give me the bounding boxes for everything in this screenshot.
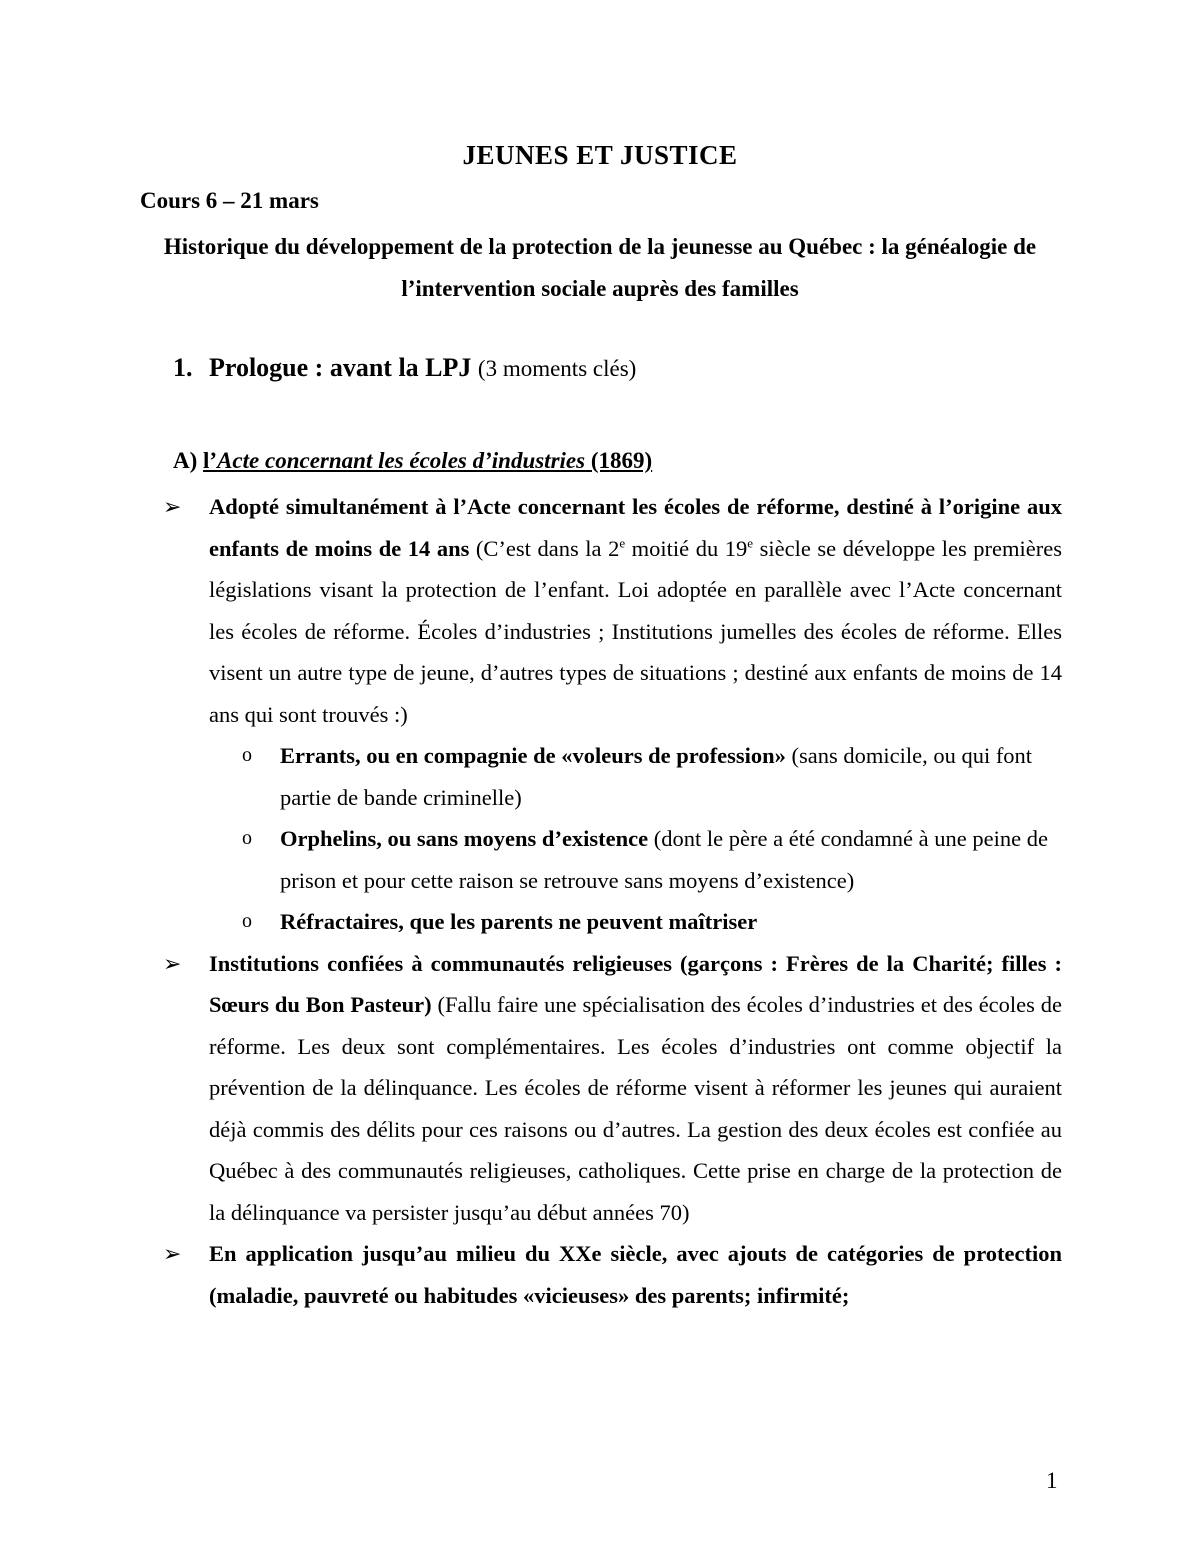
section-number: 1.	[173, 353, 193, 382]
section-note: (3 moments clés)	[477, 356, 637, 381]
sub-item-lead: Réfractaires, que les parents ne peuvent maîtriser	[280, 909, 758, 934]
sub-list-item	[160, 901, 1062, 943]
course-line: Cours 6 – 21 mars	[140, 188, 319, 213]
subsection-year: (1869)	[590, 448, 653, 473]
circle-bullet-icon: o	[242, 827, 252, 849]
bullet-lead: En application jusqu’au milieu du XXe siècle, avec ajouts de catégories de protection (maladie, pauvreté ou habitudes «vicieuses» des parents; infirmité;	[209, 1241, 1062, 1308]
arrow-bullet-icon: ➢	[163, 494, 182, 519]
arrow-bullet-icon: ➢	[163, 1241, 182, 1266]
document-subtitle: Historique du développement de la protection de la jeunesse au Québec : la généalogie de l’intervention sociale auprès des familles	[163, 234, 1037, 301]
subsection-letter: A)	[173, 448, 198, 473]
arrow-bullet-icon: ➢	[163, 950, 182, 976]
circle-bullet-icon: o	[242, 910, 252, 932]
sub-list	[160, 735, 1062, 943]
sub-item-lead: Orphelins, ou sans moyens d’existence	[280, 826, 649, 851]
section-heading	[173, 353, 636, 383]
sub-list-item	[160, 818, 1062, 901]
bullet-item	[160, 1233, 1062, 1316]
bullet-lead: Adopté simultanément à l’Acte concernant les écoles de réforme, destiné à l’origine aux enfants de moins de 14 ans	[209, 494, 1062, 561]
subsection-heading	[173, 448, 652, 474]
document-title: JEUNES ET JUSTICE	[462, 140, 738, 170]
sub-item-lead: Errants, ou en compagnie de «voleurs de profession»	[280, 743, 786, 768]
section-title: Prologue : avant la LPJ	[209, 353, 472, 382]
bullet-lead: Institutions confiées à communautés religieuses (garçons : Frères de la Charité; filles : Sœurs du Bon Pasteur)	[209, 950, 1062, 1017]
bullet-item	[160, 486, 1062, 735]
subsection-title-italic: Acte concernant les écoles d’industries	[217, 448, 586, 473]
subsection-title: l’Acte concernant les écoles d’industries (1869)	[203, 448, 653, 473]
bullet-text: (C’est dans la 2e moitié du 19e siècle se développe les premières législations visant la protection de l’enfant. Loi adoptée en parallèle avec l’Acte concernant les écoles de réforme. Écoles d’industries ; Institutions jumelles des écoles de réforme. Elles visent un autre type de jeune, d’autres types de situations ; destiné aux enfants de moins de 14 ans qui sont trouvés :)	[209, 535, 1063, 727]
sub-list-item	[160, 735, 1062, 818]
page-number: 1	[1046, 1468, 1058, 1493]
bullet-text: (Fallu faire une spécialisation des écoles d’industries et des écoles de réforme. Les deux sont complémentaires. Les écoles d’industries ont comme objectif la prévention de la délinquance. Les écoles de réforme visent à réformer les jeunes qui auraient déjà commis des délits pour ces raisons ou d’autres. La gestion des deux écoles est confiée au Québec à des communautés religieuses, catholiques. Cette prise en charge de la protection de la délinquance va persister jusqu’au début années 70)	[209, 992, 1062, 1225]
sub-item-text: (sans domicile, ou qui font partie de bande criminelle)	[280, 743, 1033, 810]
sub-item-text: (dont le père a été condamné à une peine de prison et pour cette raison se retrouve sans moyens d’existence)	[280, 826, 1048, 893]
bullet-list	[160, 486, 1062, 1316]
circle-bullet-icon: o	[242, 744, 252, 766]
bullet-item	[160, 943, 1062, 1234]
